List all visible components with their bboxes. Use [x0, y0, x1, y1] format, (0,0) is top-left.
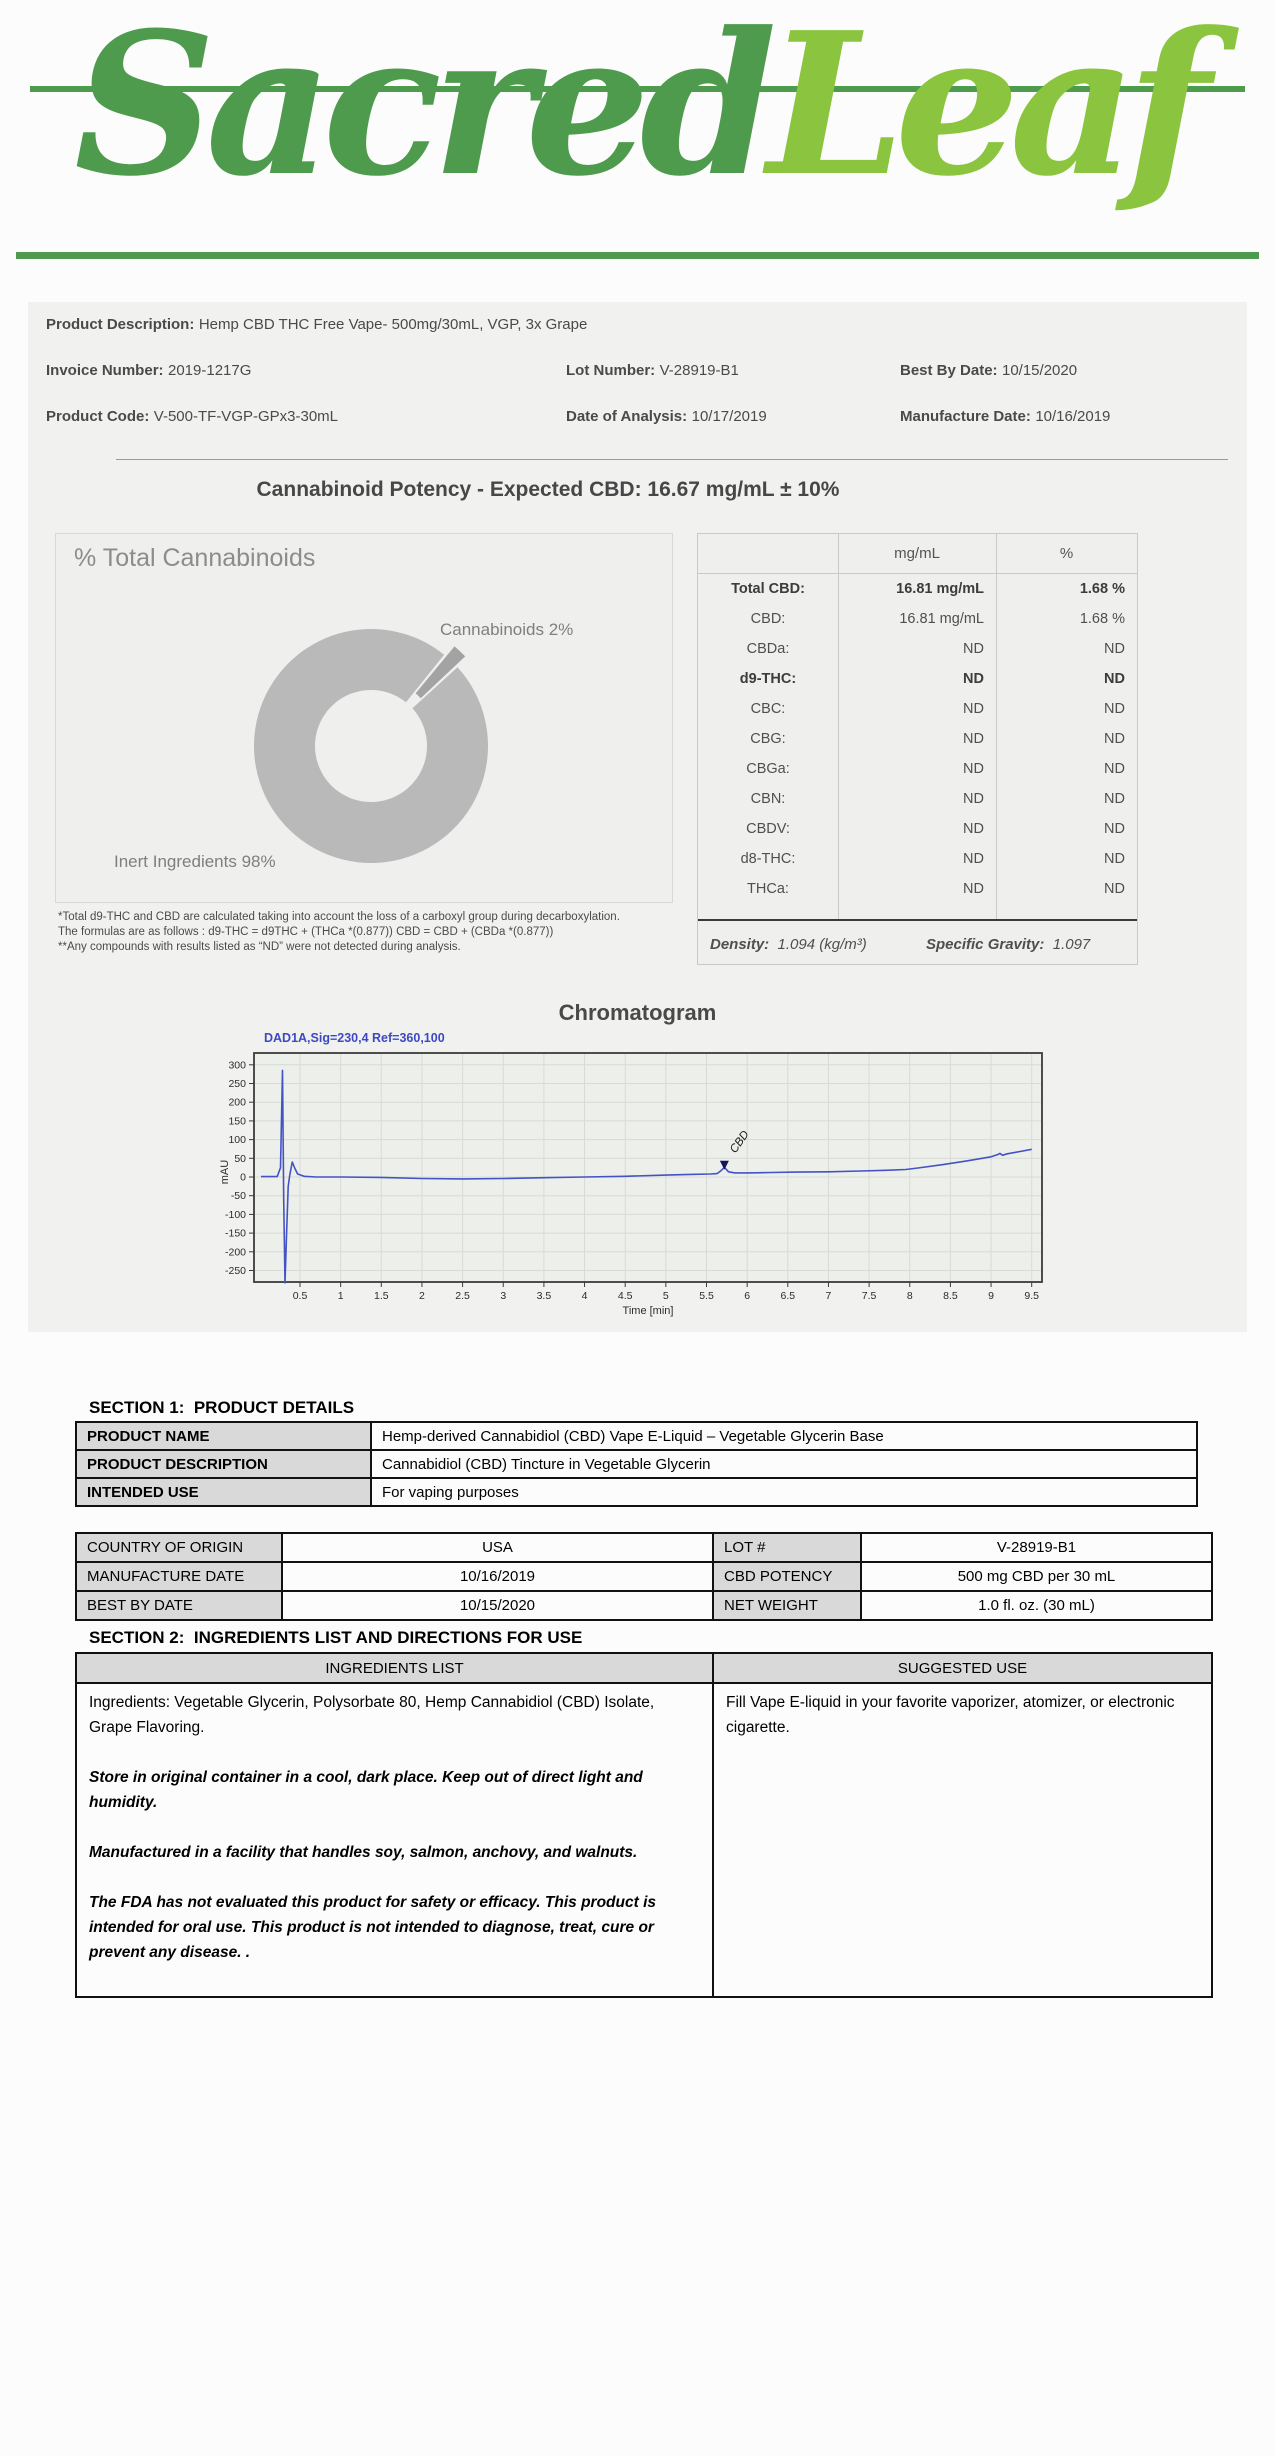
cell-value: 10/16/2019	[282, 1562, 713, 1591]
svg-text:6: 6	[744, 1290, 751, 1302]
svg-text:7.5: 7.5	[861, 1290, 877, 1302]
date-of-analysis-label: Date of Analysis:	[566, 408, 688, 425]
density-label: Density:	[710, 936, 770, 953]
cannabinoid-row: d8-THC: ND ND	[740, 851, 1125, 867]
product-description-row	[46, 316, 587, 334]
total-cannabinoids-chart-panel	[55, 533, 673, 903]
invoice-number	[46, 362, 251, 380]
svg-text:3: 3	[500, 1290, 507, 1302]
density-footer	[698, 928, 1137, 964]
svg-text:-250: -250	[224, 1265, 246, 1277]
product-details-row	[76, 1422, 1197, 1450]
svg-text:8: 8	[906, 1290, 913, 1302]
lot-number-label: Lot Number:	[566, 362, 656, 379]
cell-label: LOT #	[713, 1533, 861, 1562]
cannabinoid-row: CBG: ND ND	[750, 731, 1125, 747]
ingredients-paragraph: Store in original container in a cool, dark place. Keep out of direct light and humidity.	[89, 1769, 643, 1811]
ingredients-paragraph: Manufactured in a facility that handles soy, salmon, anchovy, and walnuts.	[89, 1844, 638, 1861]
ingredients-cell	[76, 1683, 713, 1997]
ingredients-paragraph: The FDA has not evaluated this product for safety or efficacy. This product is intended for oral use. This product is not intended to diagnose, treat, cure or prevent any disease. .	[89, 1894, 656, 1961]
cannabinoid-row: CBC: ND ND	[750, 701, 1125, 717]
suggested-use-header: SUGGESTED USE	[713, 1653, 1212, 1683]
cell-value: 1.0 fl. oz. (30 mL)	[861, 1591, 1212, 1620]
chromatogram-signal-label: DAD1A,Sig=230,4 Ref=360,100	[264, 1031, 445, 1045]
cannabinoid-row: CBDV: ND ND	[746, 821, 1125, 837]
row-label: PRODUCT DESCRIPTION	[76, 1450, 371, 1478]
donut-label-cannabinoids: Cannabinoids 2%	[440, 620, 574, 639]
svg-text:Time [min]: Time [min]	[622, 1305, 674, 1317]
origin-table-row	[76, 1591, 1212, 1620]
ingredients-directions-table	[75, 1652, 1213, 1998]
svg-text:50: 50	[234, 1152, 246, 1165]
manufacture-date	[900, 408, 1110, 426]
product-code	[46, 408, 338, 426]
cell-value: V-28919-B1	[861, 1533, 1212, 1562]
logo-word-sacred: Sacred	[74, 6, 768, 220]
svg-text:2.5: 2.5	[455, 1290, 470, 1302]
brand-logo	[0, 6, 1275, 264]
svg-text:5: 5	[662, 1290, 669, 1302]
svg-text:0.5: 0.5	[292, 1290, 308, 1302]
ingredients-paragraph: Ingredients: Vegetable Glycerin, Polysorbate 80, Hemp Cannabidiol (CBD) Isolate, Grape Flavoring.	[89, 1694, 655, 1736]
cannabinoid-row: CBGa: ND ND	[746, 761, 1125, 777]
svg-text:9.5: 9.5	[1024, 1290, 1040, 1302]
cell-label: CBD POTENCY	[713, 1562, 861, 1591]
product-details-table	[75, 1421, 1198, 1507]
mg-per-ml-header: mg/mL	[894, 545, 940, 562]
svg-text:-50: -50	[230, 1190, 246, 1203]
cannabinoid-row: THCa: ND ND	[747, 881, 1125, 897]
manufacture-date-label: Manufacture Date:	[900, 408, 1031, 425]
density-value: 1.094 (kg/m³)	[777, 936, 867, 953]
svg-text:CBD: CBD	[728, 1128, 752, 1156]
specific-gravity-label: Specific Gravity:	[926, 936, 1045, 953]
row-value: Hemp-derived Cannabidiol (CBD) Vape E-Liquid – Vegetable Glycerin Base	[371, 1422, 1197, 1450]
cell-label: NET WEIGHT	[713, 1591, 861, 1620]
svg-text:-200: -200	[224, 1246, 246, 1259]
invoice-number-value: 2019-1217G	[167, 362, 252, 379]
svg-text:mAU: mAU	[219, 1159, 231, 1185]
row-label: PRODUCT NAME	[76, 1422, 371, 1450]
svg-text:-150: -150	[224, 1227, 246, 1240]
donut-chart	[56, 534, 670, 900]
chromatogram-plot	[188, 1042, 1088, 1319]
svg-text:300: 300	[228, 1059, 246, 1072]
cell-value: 10/15/2020	[282, 1591, 713, 1620]
specific-gravity-group	[926, 936, 1090, 953]
lot-number-value: V-28919-B1	[659, 362, 739, 379]
cell-label: MANUFACTURE DATE	[76, 1562, 282, 1591]
date-of-analysis	[566, 408, 767, 426]
product-code-value: V-500-TF-VGP-GPx3-30mL	[153, 408, 339, 425]
certificate-panel	[28, 302, 1247, 1332]
row-label: INTENDED USE	[76, 1478, 371, 1506]
cannabinoid-row: CBN: ND ND	[750, 791, 1125, 807]
logo-underline	[16, 252, 1259, 259]
logo-wordmark	[0, 6, 1275, 230]
ingredients-list-header: INGREDIENTS LIST	[76, 1653, 713, 1683]
footnote-line: **Any compounds with results listed as “ND” were not detected during analysis.	[58, 941, 461, 953]
product-description-value: Hemp CBD THC Free Vape- 500mg/30mL, VGP, 3x Grape	[198, 316, 588, 333]
section2-heading: SECTION 2: INGREDIENTS LIST AND DIRECTIONS FOR USE	[89, 1628, 583, 1647]
lot-number	[566, 362, 739, 380]
svg-text:0: 0	[240, 1171, 246, 1184]
svg-text:8.5: 8.5	[943, 1290, 958, 1302]
cannabinoid-row: d9-THC: ND ND	[739, 671, 1125, 687]
date-of-analysis-value: 10/17/2019	[691, 408, 767, 425]
best-by-date	[900, 362, 1077, 380]
svg-text:4.5: 4.5	[617, 1290, 633, 1302]
product-details-row	[76, 1450, 1197, 1478]
origin-table-row	[76, 1533, 1212, 1562]
footnote-line: The formulas are as follows : d9-THC = d9THC + (THCa *(0.877)) CBD = CBD + (CBDa *(0.877))	[58, 926, 554, 938]
cannabinoid-table-rows	[698, 574, 1137, 904]
section-divider-line	[116, 459, 1228, 460]
svg-text:7: 7	[825, 1290, 832, 1302]
svg-text:9: 9	[988, 1290, 994, 1302]
donut-chart-title: % Total Cannabinoids	[74, 544, 316, 572]
cell-label: COUNTRY OF ORIGIN	[76, 1533, 282, 1562]
svg-text:150: 150	[228, 1115, 246, 1128]
svg-text:-100: -100	[224, 1208, 246, 1221]
product-description-label: Product Description:	[46, 316, 195, 333]
donut-label-inert-ingredients: Inert Ingredients 98%	[114, 852, 276, 871]
cell-value: 500 mg CBD per 30 mL	[861, 1562, 1212, 1591]
best-by-date-label: Best By Date:	[900, 362, 998, 379]
potency-footnotes	[58, 910, 678, 955]
row-value: For vaping purposes	[371, 1478, 1197, 1506]
row-value: Cannabidiol (CBD) Tincture in Vegetable Glycerin	[371, 1450, 1197, 1478]
cannabinoid-row: CBD: 16.81 mg/mL 1.68 %	[750, 611, 1125, 627]
cell-value: USA	[282, 1533, 713, 1562]
percent-header: %	[1059, 545, 1074, 562]
svg-text:200: 200	[228, 1096, 246, 1109]
origin-table-row	[76, 1562, 1212, 1591]
chromatogram-title: Chromatogram	[558, 1000, 717, 1025]
svg-text:4: 4	[581, 1290, 588, 1302]
svg-text:3.5: 3.5	[536, 1290, 552, 1302]
section1-heading: SECTION 1: PRODUCT DETAILS	[89, 1398, 355, 1417]
svg-text:6.5: 6.5	[780, 1290, 796, 1302]
svg-text:2: 2	[419, 1290, 425, 1302]
cannabinoid-results-table	[697, 533, 1138, 965]
footnote-line: *Total d9-THC and CBD are calculated taking into account the loss of a carboxyl group during decarboxylation.	[58, 911, 620, 923]
density-group	[710, 936, 867, 953]
logo-word-leaf: Leaf	[767, 6, 1201, 220]
svg-text:1: 1	[337, 1290, 344, 1302]
table-footer-separator	[698, 919, 1137, 921]
product-code-label: Product Code:	[46, 408, 150, 425]
svg-text:5.5: 5.5	[699, 1290, 714, 1302]
invoice-number-label: Invoice Number:	[46, 362, 164, 379]
suggested-use-cell: Fill Vape E-liquid in your favorite vaporizer, atomizer, or electronic cigarette.	[713, 1683, 1212, 1997]
cannabinoid-table-header	[698, 534, 1137, 574]
svg-text:250: 250	[228, 1078, 246, 1090]
cannabinoid-row: CBDa: ND ND	[746, 641, 1125, 657]
origin-lot-table	[75, 1532, 1213, 1621]
best-by-date-value: 10/15/2020	[1001, 362, 1078, 379]
manufacture-date-value: 10/16/2019	[1035, 408, 1111, 425]
svg-text:100: 100	[228, 1134, 246, 1147]
cannabinoid-row: Total CBD: 16.81 mg/mL 1.68 %	[731, 581, 1125, 597]
specific-gravity-value: 1.097	[1052, 936, 1091, 953]
cell-label: BEST BY DATE	[76, 1591, 282, 1620]
potency-section-title: Cannabinoid Potency - Expected CBD: 16.67 mg/mL ± 10%	[256, 478, 840, 501]
product-details-row	[76, 1478, 1197, 1506]
svg-text:1.5: 1.5	[373, 1290, 389, 1302]
